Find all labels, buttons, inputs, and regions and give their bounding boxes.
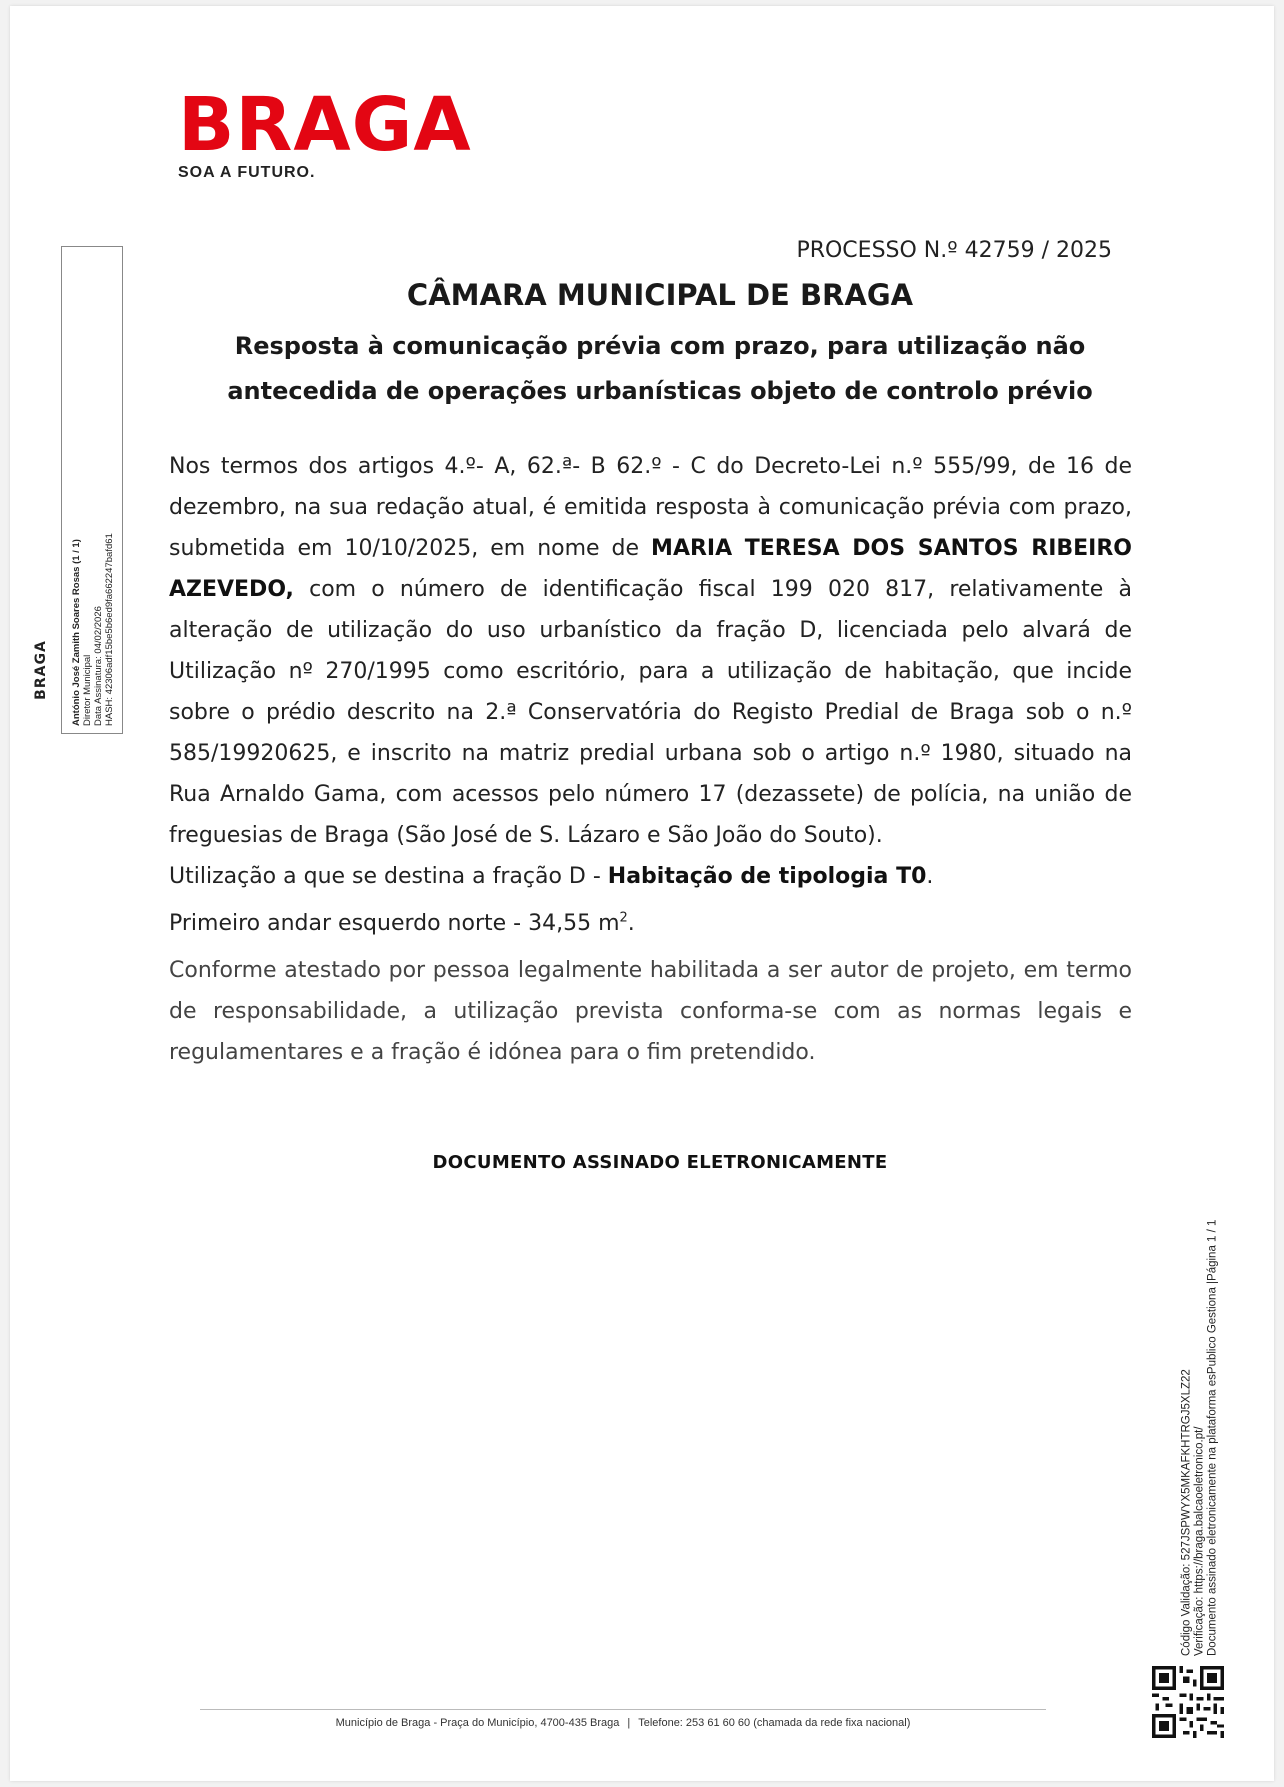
logo-wordmark: BRAGA (178, 82, 472, 168)
area-end: . (627, 911, 635, 936)
use-end: . (926, 864, 934, 889)
signature-hash: HASH: 42306adf15be5b6ed9fa662247bafd61 (104, 533, 115, 726)
signer-name: António José Zamith Soares Rosas (1 / 1) (71, 539, 82, 726)
paragraph-area (169, 903, 1132, 944)
subtitle-line-2: antecedida de operações urbanísticas objeto de controlo prévio (227, 377, 1093, 405)
document-subtitle (160, 324, 1160, 414)
use-label: Utilização a que se destina a fração D - (169, 864, 608, 889)
platform-note: Documento assinado eletronicamente na plataforma esPublico Gestiona |Página 1 / 1 (1206, 1219, 1219, 1656)
signed-notice: DOCUMENTO ASSINADO ELETRONICAMENTE (432, 1152, 888, 1173)
footer-separator: | (627, 1717, 631, 1729)
use-type: Habitação de tipologia T0 (607, 864, 927, 889)
document-body (169, 446, 1132, 1073)
signature-mini-logo: BRAGA (33, 640, 49, 700)
signature-text (71, 256, 115, 726)
validation-info (1181, 1156, 1220, 1656)
footer-phone: Telefone: 253 61 60 60 (chamada da rede fixa nacional) (638, 1717, 911, 1729)
document-title: CÂMARA MUNICIPAL DE BRAGA (406, 278, 914, 312)
paragraph-attestation: Conforme atestado por pessoa legalmente habilitada a ser autor de projeto, em termo de responsabilidade, a utilização prevista conforma-se com as normas legais e regulamentares e a fração é idónea para o fim pretendido. (169, 958, 1132, 1065)
paragraph-main (169, 446, 1132, 856)
footer-divider (200, 1709, 1046, 1710)
qr-code-icon (1152, 1666, 1224, 1738)
paragraph-main-text-a: Nos termos dos artigos 4.º- A, 62.ª- B 62.º - C do Decreto-Lei n.º 555/99, de 16 de dezembro, na sua redação atual, é emitida resposta à comunicação prévia com prazo, submetida em 10/10/2025, em nome de (169, 454, 1132, 561)
validation-code: Código Validação: 527JSPWYX5MKAFKHTRGJ5XLZ22 (1180, 1369, 1193, 1656)
footer-address: Município de Braga - Praça do Município, 4700-435 Braga (335, 1717, 620, 1729)
signer-role: Diretor Municipal (82, 654, 93, 726)
applicant-name: MARIA TERESA DOS SANTOS RIBEIRO AZEVEDO, (169, 536, 1133, 602)
signature-date: Data Assinatura: 04/02/2026 (93, 606, 104, 726)
subtitle-line-1: Resposta à comunicação prévia com prazo, para utilização não (234, 332, 1086, 360)
signature-stamp (61, 246, 123, 734)
process-number: PROCESSO N.º 42759 / 2025 (796, 238, 1112, 263)
paragraph-use (169, 856, 1132, 897)
document-page (10, 6, 1274, 1781)
page-footer (200, 1717, 1046, 1729)
area-superscript: 2 (619, 910, 628, 926)
braga-logo (178, 82, 472, 182)
area-text: Primeiro andar esquerdo norte - 34,55 m (169, 911, 620, 936)
logo-slogan: SOA A FUTURO. (178, 164, 316, 181)
verification-url: Verificação: https://braga.balcaoeletronico.pt/ (1193, 1426, 1206, 1656)
paragraph-main-text-b: com o número de identificação fiscal 199 020 817, relativamente à alteração de utilização do uso urbanístico da fração D, licenciada pelo alvará de Utilização nº 270/1995 como escritório, para a utilização de habitação, que incide sobre o prédio descrito na 2.ª Conservatória do Registo Predial de Braga sob o n.º 585/19920625, e inscrito na matriz predial urbana sob o artigo n.º 1980, situado na Rua Arnaldo Gama, com acessos pelo número 17 (dezassete) de polícia, na união de freguesias de Braga (São José de S. Lázaro e São João do Souto). (169, 577, 1132, 848)
